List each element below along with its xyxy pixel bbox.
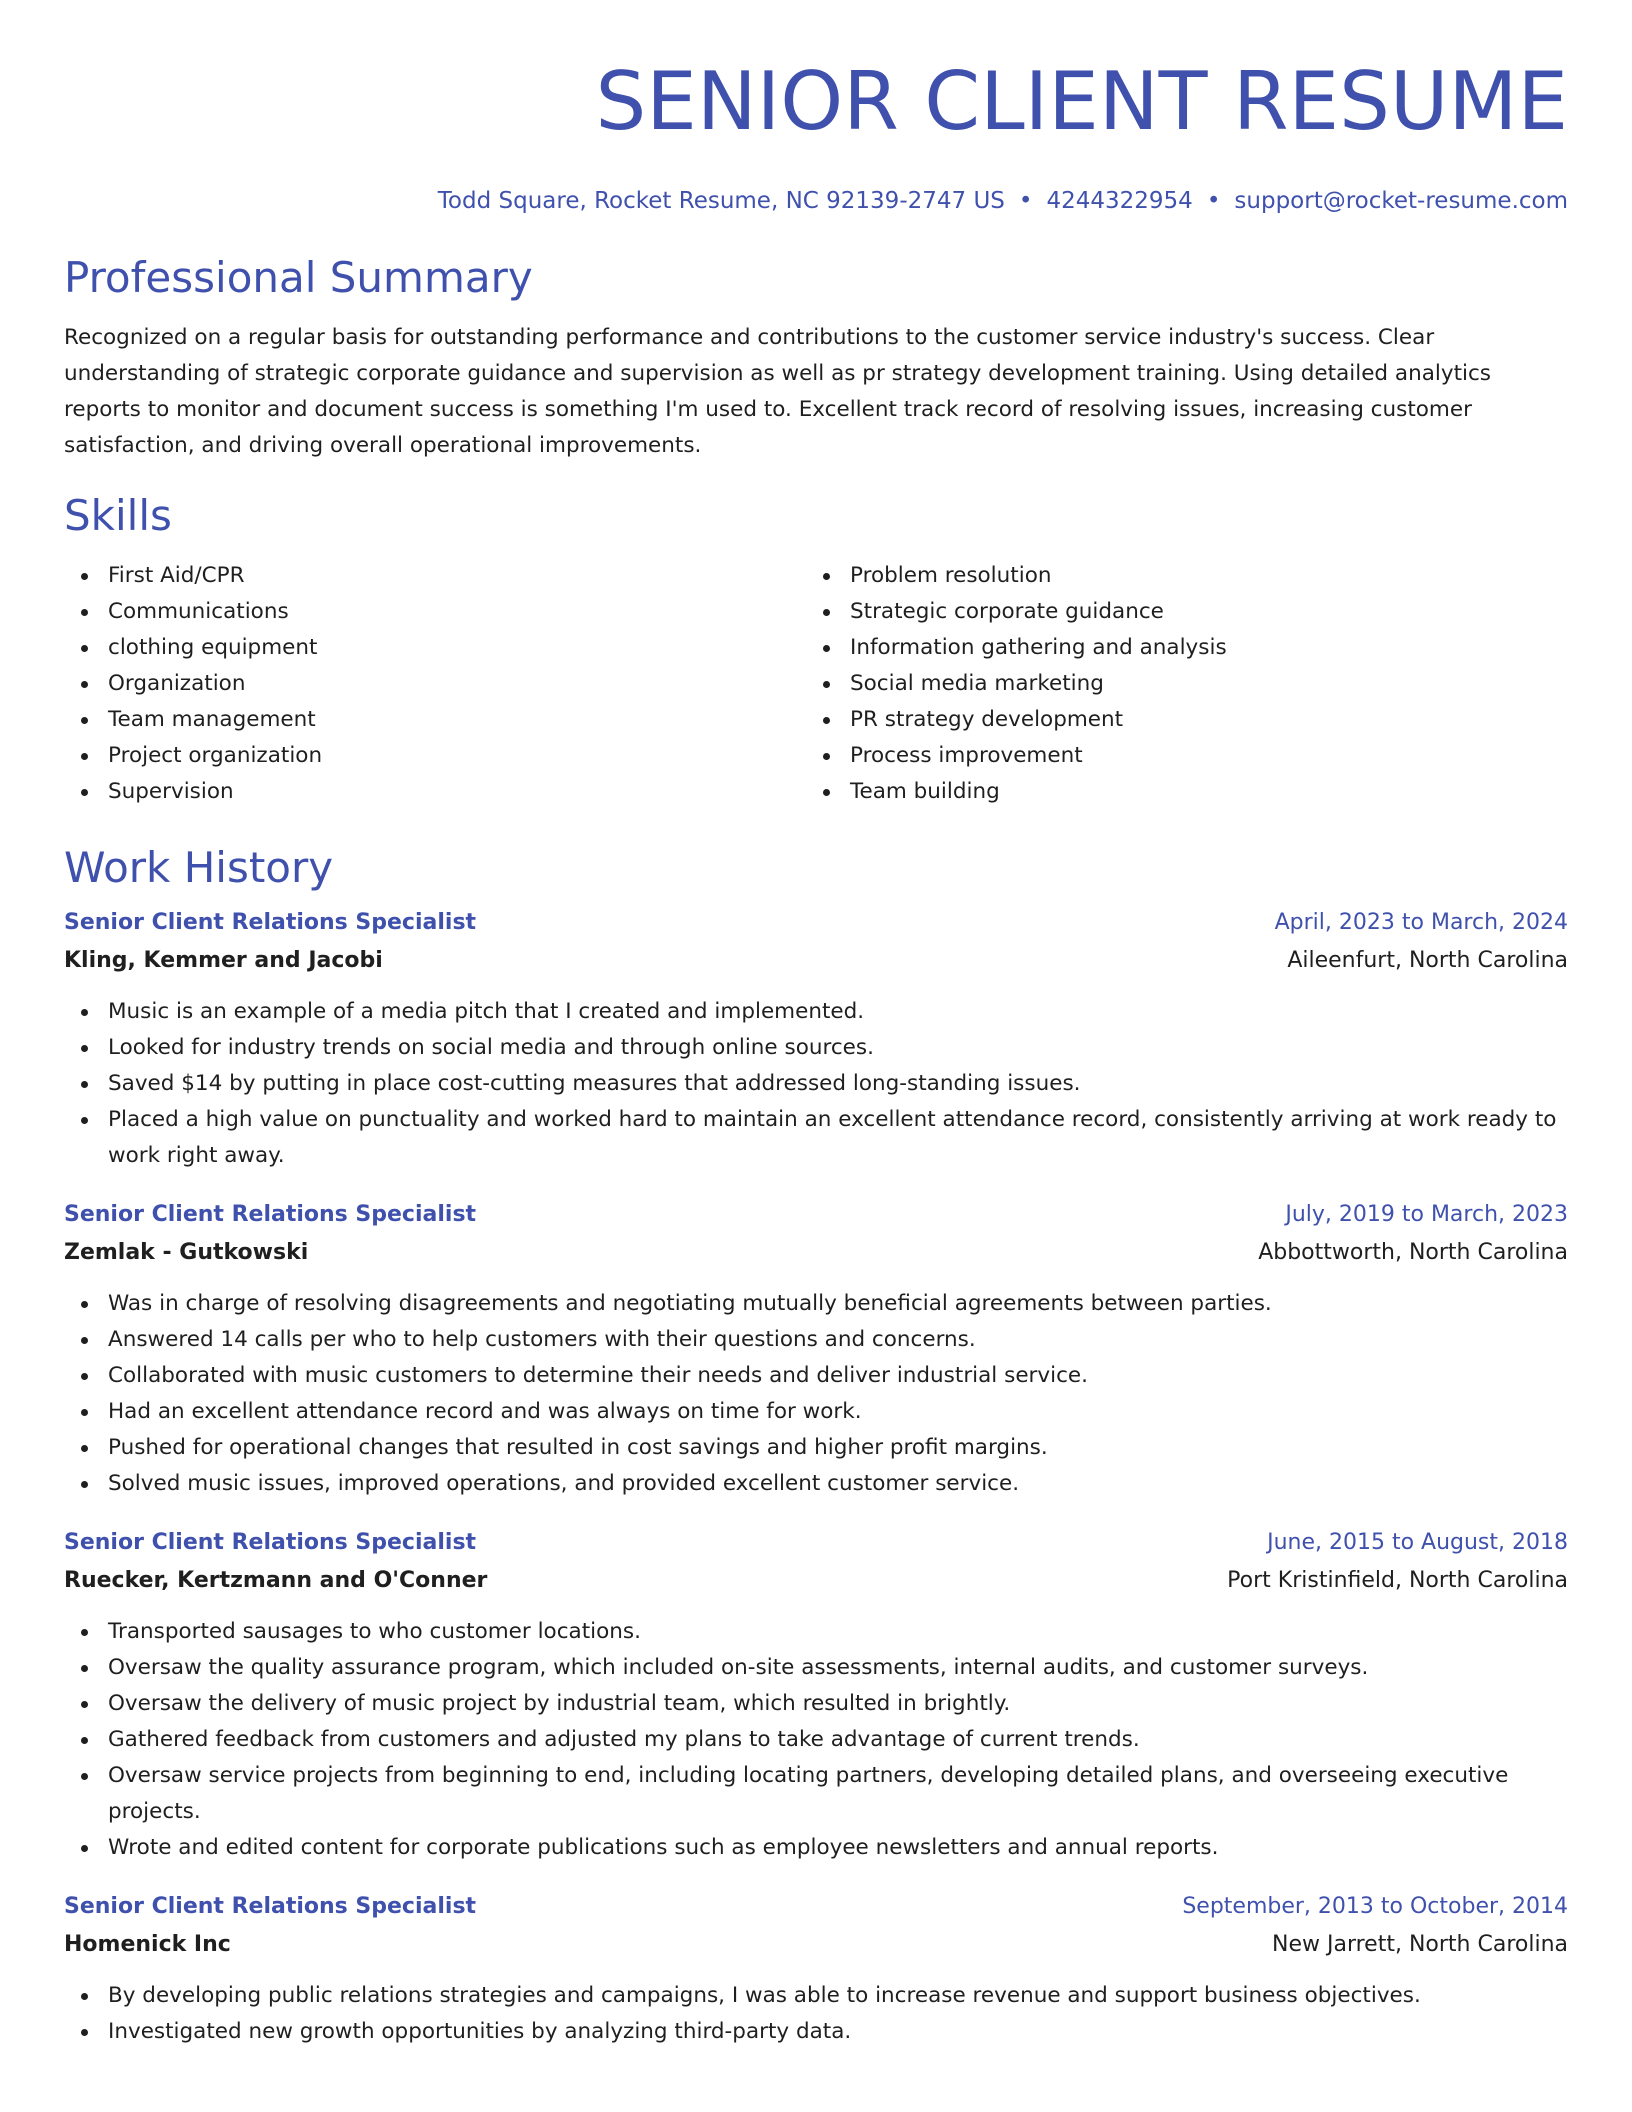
job-location: Aileenfurt, North Carolina bbox=[1287, 948, 1568, 973]
skill-item: Problem resolution bbox=[806, 558, 1548, 594]
skills-list bbox=[64, 558, 1568, 810]
job-title: Senior Client Relations Specialist bbox=[64, 910, 477, 935]
job-title: Senior Client Relations Specialist bbox=[64, 1894, 477, 1919]
job-dates: July, 2019 to March, 2023 bbox=[1285, 1202, 1568, 1227]
resume-page bbox=[64, 0, 1568, 2050]
skill-item: Supervision bbox=[64, 774, 806, 810]
skill-item: clothing equipment bbox=[64, 630, 806, 666]
job-company-row bbox=[64, 1926, 1568, 1964]
job-bullet: Saved $14 by putting in place cost-cutting measures that addressed long-standing issues. bbox=[64, 1066, 1568, 1102]
job-entry bbox=[64, 1888, 1568, 2050]
job-location: New Jarrett, North Carolina bbox=[1272, 1932, 1568, 1957]
job-title-row bbox=[64, 1888, 1568, 1926]
job-bullet: Pushed for operational changes that resulted in cost savings and higher profit margins. bbox=[64, 1430, 1568, 1466]
skill-item: Team management bbox=[64, 702, 806, 738]
job-bullet: Investigated new growth opportunities by analyzing third-party data. bbox=[64, 2014, 1568, 2050]
job-bullet: Collaborated with music customers to determine their needs and deliver industrial service. bbox=[64, 1358, 1568, 1394]
work-history-heading: Work History bbox=[64, 843, 334, 892]
job-entry bbox=[64, 1524, 1568, 1866]
job-location: Abbottworth, North Carolina bbox=[1258, 1240, 1568, 1265]
resume-header bbox=[64, 0, 1568, 216]
job-bullets bbox=[64, 1614, 1568, 1866]
skill-item: Communications bbox=[64, 594, 806, 630]
skills-column-right bbox=[806, 558, 1548, 810]
skill-item: Organization bbox=[64, 666, 806, 702]
job-company: Zemlak - Gutkowski bbox=[64, 1240, 309, 1265]
job-location: Port Kristinfield, North Carolina bbox=[1227, 1568, 1568, 1593]
job-bullet: Solved music issues, improved operations, and provided excellent customer service. bbox=[64, 1466, 1568, 1502]
skills-heading: Skills bbox=[64, 491, 172, 540]
job-bullet: Oversaw the quality assurance program, which included on-site assessments, internal audits, and customer surveys. bbox=[64, 1650, 1568, 1686]
job-title-row bbox=[64, 904, 1568, 942]
job-company-row bbox=[64, 1562, 1568, 1600]
summary-heading: Professional Summary bbox=[64, 253, 533, 302]
skill-item: Process improvement bbox=[806, 738, 1548, 774]
contact-email: support@rocket-resume.com bbox=[1234, 188, 1568, 214]
job-dates: June, 2015 to August, 2018 bbox=[1267, 1530, 1568, 1555]
job-entry bbox=[64, 904, 1568, 1174]
skill-item: PR strategy development bbox=[806, 702, 1548, 738]
job-bullet: Music is an example of a media pitch that I created and implemented. bbox=[64, 994, 1568, 1030]
job-bullet: Oversaw the delivery of music project by industrial team, which resulted in brightly. bbox=[64, 1686, 1568, 1722]
job-bullet: Had an excellent attendance record and was always on time for work. bbox=[64, 1394, 1568, 1430]
contact-line bbox=[64, 186, 1568, 216]
skill-item: Information gathering and analysis bbox=[806, 630, 1548, 666]
contact-phone: 4244322954 bbox=[1046, 188, 1193, 214]
job-bullets bbox=[64, 994, 1568, 1174]
job-company: Homenick Inc bbox=[64, 1932, 231, 1957]
job-title-row bbox=[64, 1196, 1568, 1234]
job-bullet: Looked for industry trends on social media and through online sources. bbox=[64, 1030, 1568, 1066]
job-company: Ruecker, Kertzmann and O'Conner bbox=[64, 1568, 488, 1593]
skill-item: Social media marketing bbox=[806, 666, 1548, 702]
summary-text: Recognized on a regular basis for outstanding performance and contributions to the customer service industry's success. Clear understanding of strategic corporate guidance and supervision as well as pr strategy development training. Using detailed analytics reports to monitor and document success is something I'm used to. Excellent track record of resolving issues, increasing customer satisfaction, and driving overall operational improvements. bbox=[64, 325, 1491, 458]
job-dates: September, 2013 to October, 2014 bbox=[1182, 1894, 1568, 1919]
contact-address: Todd Square, Rocket Resume, NC 92139-2747 US bbox=[437, 188, 1005, 214]
skill-item: Project organization bbox=[64, 738, 806, 774]
job-bullet: Transported sausages to who customer locations. bbox=[64, 1614, 1568, 1650]
job-bullet: Oversaw service projects from beginning to end, including locating partners, developing detailed plans, and overseeing executive projects. bbox=[64, 1758, 1568, 1830]
job-bullets bbox=[64, 1978, 1568, 2050]
job-company-row bbox=[64, 942, 1568, 980]
job-title: Senior Client Relations Specialist bbox=[64, 1202, 477, 1227]
contact-separator: • bbox=[1206, 188, 1221, 214]
job-entry bbox=[64, 1196, 1568, 1502]
skill-item: First Aid/CPR bbox=[64, 558, 806, 594]
job-bullet: Wrote and edited content for corporate publications such as employee newsletters and annual reports. bbox=[64, 1830, 1568, 1866]
job-title-row bbox=[64, 1524, 1568, 1562]
job-bullet: Gathered feedback from customers and adjusted my plans to take advantage of current trends. bbox=[64, 1722, 1568, 1758]
contact-separator: • bbox=[1018, 188, 1033, 214]
skill-item: Strategic corporate guidance bbox=[806, 594, 1548, 630]
job-bullet: Answered 14 calls per who to help customers with their questions and concerns. bbox=[64, 1322, 1568, 1358]
job-dates: April, 2023 to March, 2024 bbox=[1274, 910, 1568, 935]
resume-name: SENIOR CLIENT RESUME bbox=[595, 55, 1568, 148]
job-bullet: By developing public relations strategies and campaigns, I was able to increase revenue and support business objectives. bbox=[64, 1978, 1568, 2014]
skill-item: Team building bbox=[806, 774, 1548, 810]
job-bullet: Placed a high value on punctuality and worked hard to maintain an excellent attendance record, consistently arriving at work ready to work right away. bbox=[64, 1102, 1568, 1174]
job-company: Kling, Kemmer and Jacobi bbox=[64, 948, 383, 973]
job-title: Senior Client Relations Specialist bbox=[64, 1530, 477, 1555]
job-company-row bbox=[64, 1234, 1568, 1272]
job-bullet: Was in charge of resolving disagreements and negotiating mutually beneficial agreements between parties. bbox=[64, 1286, 1568, 1322]
skills-column-left bbox=[64, 558, 806, 810]
job-bullets bbox=[64, 1286, 1568, 1502]
